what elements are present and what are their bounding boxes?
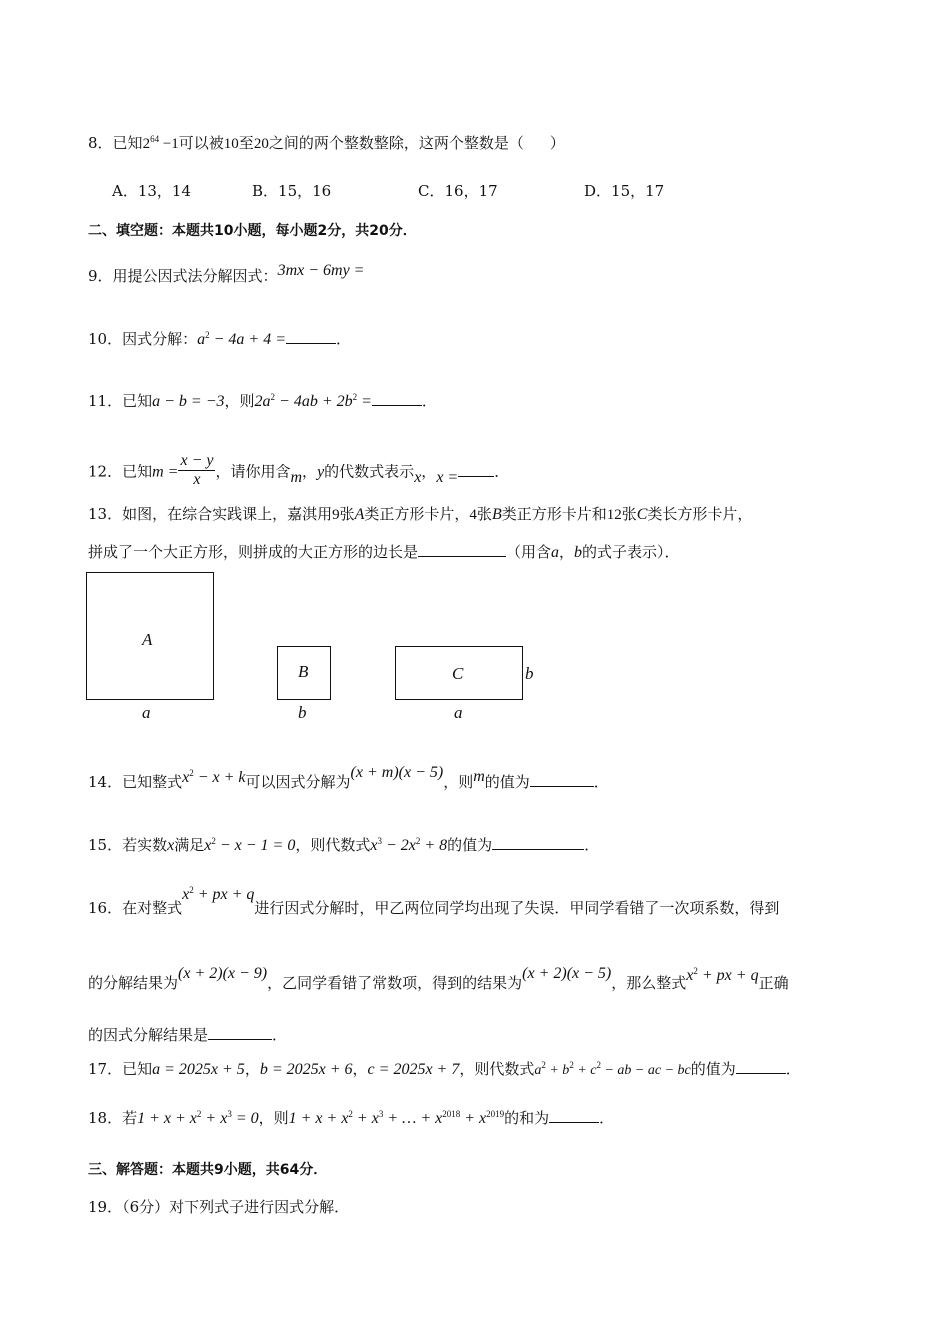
question-text: 若实数 [122,836,168,854]
card-b-label: B [298,662,309,681]
question-18: 18．若$1 + x + x^2 + x^3 = 0$，则$1 + x + x^2 + x^3$ + … + $x^{2018} + x^{2019}$的和为 ． [88,1109,615,1127]
question-19 [88,1197,349,1217]
question-12: 12．已知m = $\frac{x - y}{x}$ ，请你用含m，y的代数式表示x，x = ． [88,452,510,488]
question-text: 可以被 [178,134,224,152]
question-text: 之间的两个整数整除，这两个整数是（ [268,134,524,152]
question-text: 若 [122,1109,138,1127]
variable: y [317,463,325,481]
question-15: 15．若实数x满足$x^2 - x - 1 = 0$，则代数式$x^3 - 2x^2 + 8$的值为 ． [88,836,600,854]
question-text: 进行因式分解时，甲乙两位同学均出现了失误．甲同学看错了一次项系数，得到 [254,899,780,917]
question-number: 9． [88,267,113,285]
math-expression: $2^{64} -1$ [142,134,179,152]
paren-close: ） [549,134,565,152]
question-17: 17．已知a = 2025x + 5，b = 2025x + 6，c = 2025x + 7，则代数式$a^2 + b^2 + c^2$ − ab − ac − bc的值为 ． [88,1060,801,1078]
math-expression: (x + m)(x − 5) [350,764,444,781]
math-expression: $x^2$ + px + q [182,885,255,903]
math-expression: $a^2 - 4a + 4$ = [197,330,286,348]
option-d[interactable]: D．15，17 [584,182,665,200]
question-text: 因式分解： [122,330,198,348]
answer-blank[interactable] [418,542,506,557]
math-expression: c = 2025x + 7 [367,1061,460,1078]
question-number: 8． [88,134,113,152]
answer-blank[interactable] [458,462,494,477]
variable: m [473,768,485,785]
question-text: 在对整式 [122,899,183,917]
math-expression: m = [152,463,179,481]
question-16-line-3: 的因式分解结果是 ． [88,1026,288,1044]
number: 10 [223,136,239,152]
answer-blank[interactable] [208,1025,272,1040]
math-expression: a = 2025x + 5 [152,1061,245,1078]
question-text: 的分解结果为 [88,974,179,992]
math-condition: $1 + x + x^2 + x^3 = 0$ [137,1109,259,1127]
math-expression: $x^3 - 2x^2 + 8$ [370,836,448,854]
math-expression: $x^2$ + px + q [686,966,759,984]
variable: x [167,837,175,854]
answer-blank[interactable] [736,1059,786,1074]
question-text: 的因式分解结果是 [88,1026,209,1044]
question-16-line-2: 的分解结果为(x + 2)(x − 9)，乙同学看错了常数项，得到的结果为(x + 2)(x − 5)，那么整式$x^2$ + px + q正确 [88,965,789,992]
side-label-a: a [142,703,151,722]
question-text: 已知 [122,1060,153,1078]
math-expression: (x + 2)(x − 5) [522,965,612,982]
math-expression: $a^2 + b^2 + c^2$ − ab − ac − bc [534,1060,691,1078]
fraction: $\frac{x - y}{x}$ [180,452,214,488]
question-text: 至 [238,134,254,152]
side-label-b: b [525,664,534,683]
question-text: 已知 [122,392,153,410]
option-a[interactable]: A．13，14 [112,182,192,200]
question-number: 14． [88,773,123,791]
question-text: 拼成了一个大正方形，则拼成的大正方形的边长是 [88,543,419,561]
question-number: 10． [88,330,123,348]
question-text: （6分）对下列式子进行因式分解． [122,1198,350,1216]
question-text: 已知 [122,462,153,481]
question-number: 12． [88,462,123,481]
side-label-b: b [298,703,307,722]
question-text: ，则 [224,392,255,410]
section-2-heading: 二、填空题：本题共10小题，每小题2分，共20分． [88,223,417,239]
question-13-line-1: 13．如图，在综合实践课上，嘉淇用9张A类正方形卡片，4张B类正方形卡片和12张C类长方形卡片， [88,505,753,523]
answer-blank[interactable] [530,772,594,787]
question-text: 可以因式分解为 [245,773,351,791]
question-text: 如图，在综合实践课上，嘉淇用 [122,505,333,523]
side-label-a: a [454,703,463,722]
question-14: 14．已知整式$x^2 - x + k$可以因式分解为(x + m)(x − 5)，则m的值为 ． [88,764,609,791]
number: 20 [253,136,269,152]
question-13-line-2: 拼成了一个大正方形，则拼成的大正方形的边长是 （用含a，b的式子表示）． [88,543,680,561]
answer-blank[interactable] [492,835,584,850]
question-text: 用提公因式法分解因式： [112,267,278,285]
answer-blank[interactable] [549,1108,599,1123]
question-number: 11． [88,392,123,410]
question-number: 18． [88,1109,123,1127]
card-c-label: C [452,664,464,683]
math-expression: x = [436,468,459,486]
math-condition: a − b = −3 [152,393,225,410]
question-9 [88,262,365,287]
question-text: 的代数式表示 [324,462,415,481]
question-8 [88,133,565,154]
question-number: 19． [88,1198,123,1216]
math-expression: (x + 2)(x − 9) [178,965,268,982]
question-number: 15． [88,836,123,854]
question-number: 16． [88,899,123,917]
answer-blank[interactable] [286,329,336,344]
section-3-heading: 三、解答题：本题共9小题，共64分． [88,1162,328,1178]
answer-blank[interactable] [372,391,422,406]
math-expression: $2a^2 - 4ab + 2b^2$ = [254,392,372,410]
question-10: 10．因式分解：$a^2 - 4a + 4$ = ． [88,330,352,348]
math-expression: 3mx − 6my = [277,262,365,279]
card-a-label: A [142,630,153,649]
question-text: 已知 [112,134,143,152]
option-b[interactable]: B．15，16 [252,182,332,200]
math-expression: b = 2025x + 6 [259,1061,353,1078]
question-11: 11．已知a − b = −3，则$2a^2 - 4ab + 2b^2$ = ． [88,392,437,410]
variable: x [414,468,422,486]
math-expression: $x^2 - x + k$ [182,768,246,786]
question-number: 13． [88,505,123,523]
question-number: 17． [88,1060,123,1078]
variable: m [290,468,303,486]
option-c[interactable]: C．16，17 [418,182,498,200]
question-text: 已知整式 [122,773,183,791]
math-condition: $x^2 - x - 1 = 0$ [204,836,296,854]
question-text: ，请你用含 [215,462,291,481]
question-16-line-1 [88,885,780,919]
math-expression: $1 + x + x^2 + x^3$ + … + $x^{2018} + x^{2019}$ [288,1109,505,1127]
